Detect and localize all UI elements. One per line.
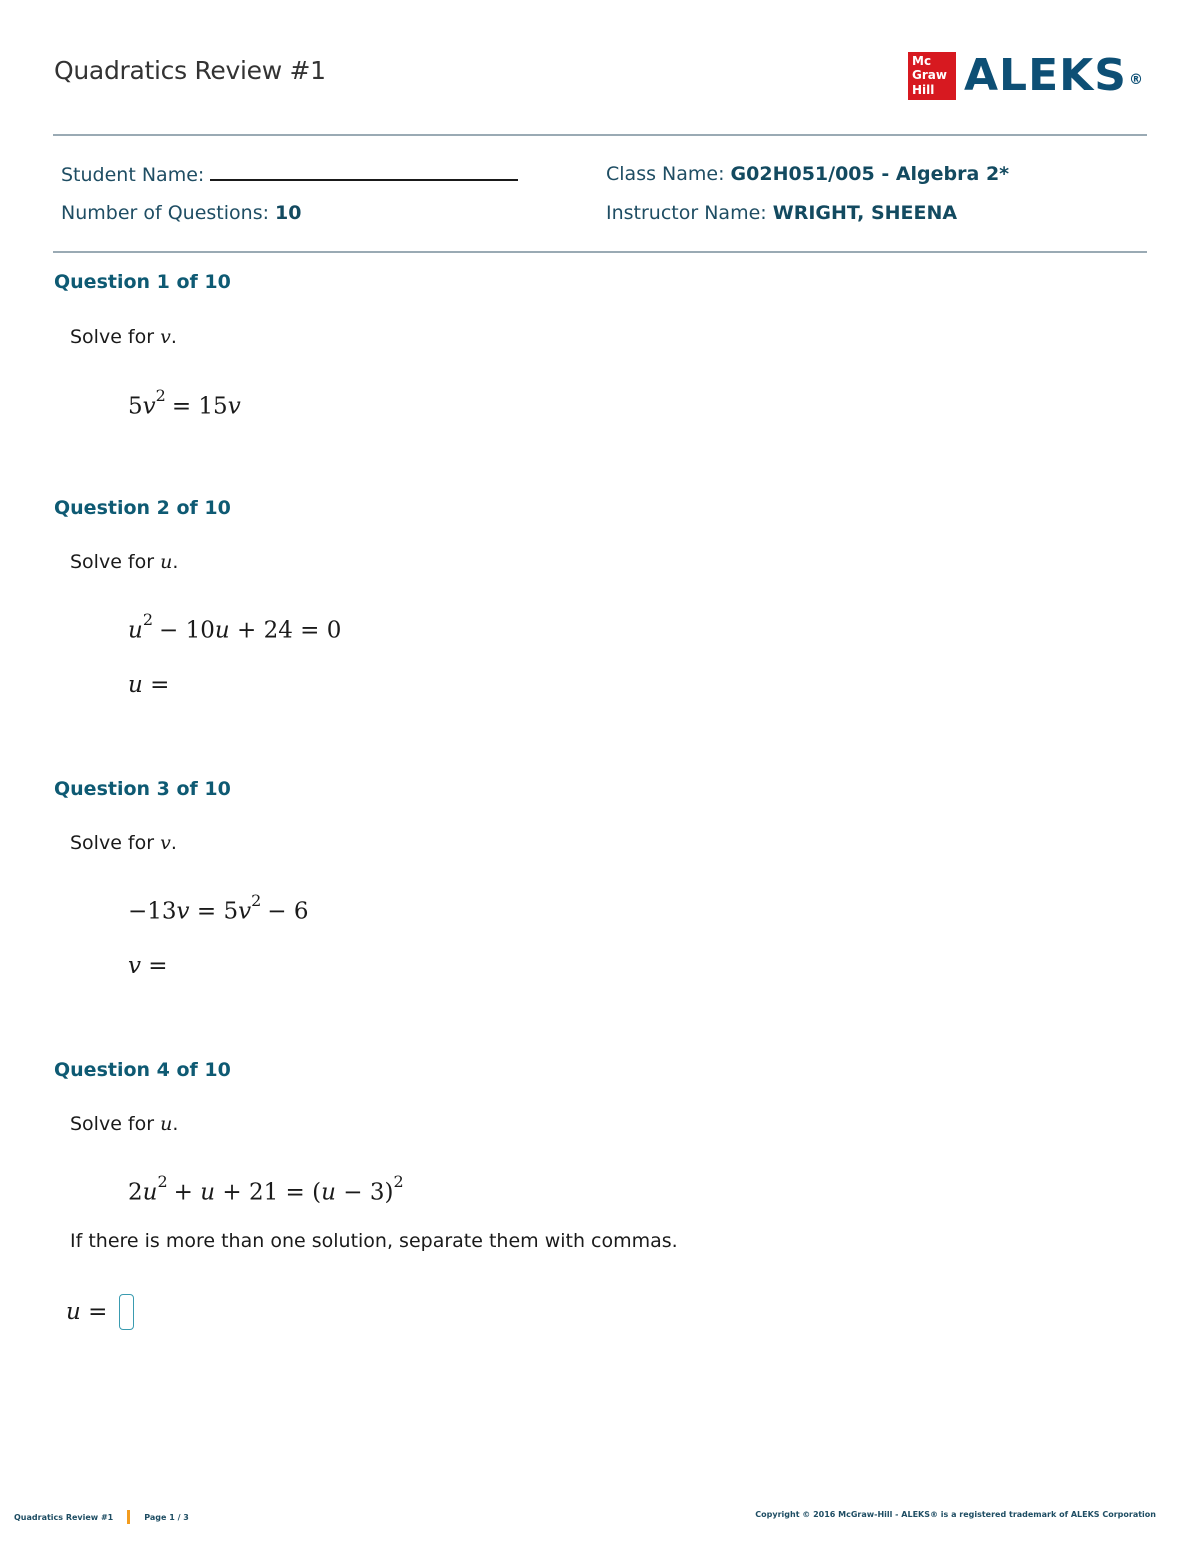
footer-copyright: Copyright © 2016 McGraw-Hill - ALEKS® is a registered trademark of ALEKS Corporation [755,1510,1156,1519]
student-name-row [61,163,518,186]
question-3-equation: $-13v = 5v^2 - 6$ [128,891,309,925]
question-4-heading: Question 4 of 10 [54,1059,231,1081]
question-2-equation: $u^2 - 10u + 24 = 0$ [128,610,342,644]
aleks-logo [908,52,1144,100]
logo-line-2: Graw [912,68,947,82]
question-2-answer-label: u = [128,672,170,698]
instructor-name-row [606,202,957,224]
answer-variable: u [66,1299,81,1325]
class-name-row [606,163,1009,185]
question-count-row [61,202,302,224]
question-3-answer-label: v = [128,953,168,979]
question-3-prompt: Solve for v. [70,832,177,854]
answer-input-box[interactable] [119,1294,134,1330]
mcgraw-hill-logo [908,52,956,100]
question-4-note: If there is more than one solution, separate them with commas. [70,1230,678,1252]
prompt-text: Solve for [70,326,155,348]
aleks-text: ALEKS [964,50,1127,101]
header-divider [53,134,1147,136]
prompt-text: Solve for [70,832,155,854]
instructor-name-value: WRIGHT, SHEENA [772,202,958,224]
prompt-variable: v [160,326,171,348]
footer-page: Page 1 / 3 [144,1512,189,1522]
footer-left [14,1510,189,1524]
student-name-label: Student Name: [61,164,205,186]
info-divider [53,251,1147,253]
prompt-variable: v [160,832,171,854]
prompt-variable: u [160,551,173,573]
registered-mark: ® [1128,72,1144,88]
question-4-equation: $2u^2 + u + 21 = (u - 3)^2$ [128,1172,404,1206]
question-1-heading: Question 1 of 10 [54,271,231,293]
student-name-line [210,163,518,181]
class-name-label: Class Name: [606,163,725,185]
prompt-variable: u [160,1113,173,1135]
prompt-text: Solve for [70,551,155,573]
footer-separator [127,1510,130,1524]
aleks-wordmark [964,52,1144,100]
logo-line-1: Mc [912,54,932,68]
question-count-value: 10 [275,202,302,224]
question-1-equation: $5v^2 = 15v$ [128,386,241,420]
question-1-prompt: Solve for v. [70,326,177,348]
document-title: Quadratics Review #1 [54,56,326,85]
question-4-prompt: Solve for u. [70,1113,179,1135]
question-count-label: Number of Questions: [61,202,269,224]
prompt-text: Solve for [70,1113,155,1135]
question-2-heading: Question 2 of 10 [54,497,231,519]
question-3-heading: Question 3 of 10 [54,778,231,800]
class-name-value: G02H051/005 - Algebra 2* [730,163,1010,185]
question-4-answer-row: u = [66,1294,134,1330]
question-2-prompt: Solve for u. [70,551,179,573]
logo-line-3: Hill [912,83,935,97]
footer-title: Quadratics Review #1 [14,1512,114,1522]
instructor-name-label: Instructor Name: [606,202,767,224]
